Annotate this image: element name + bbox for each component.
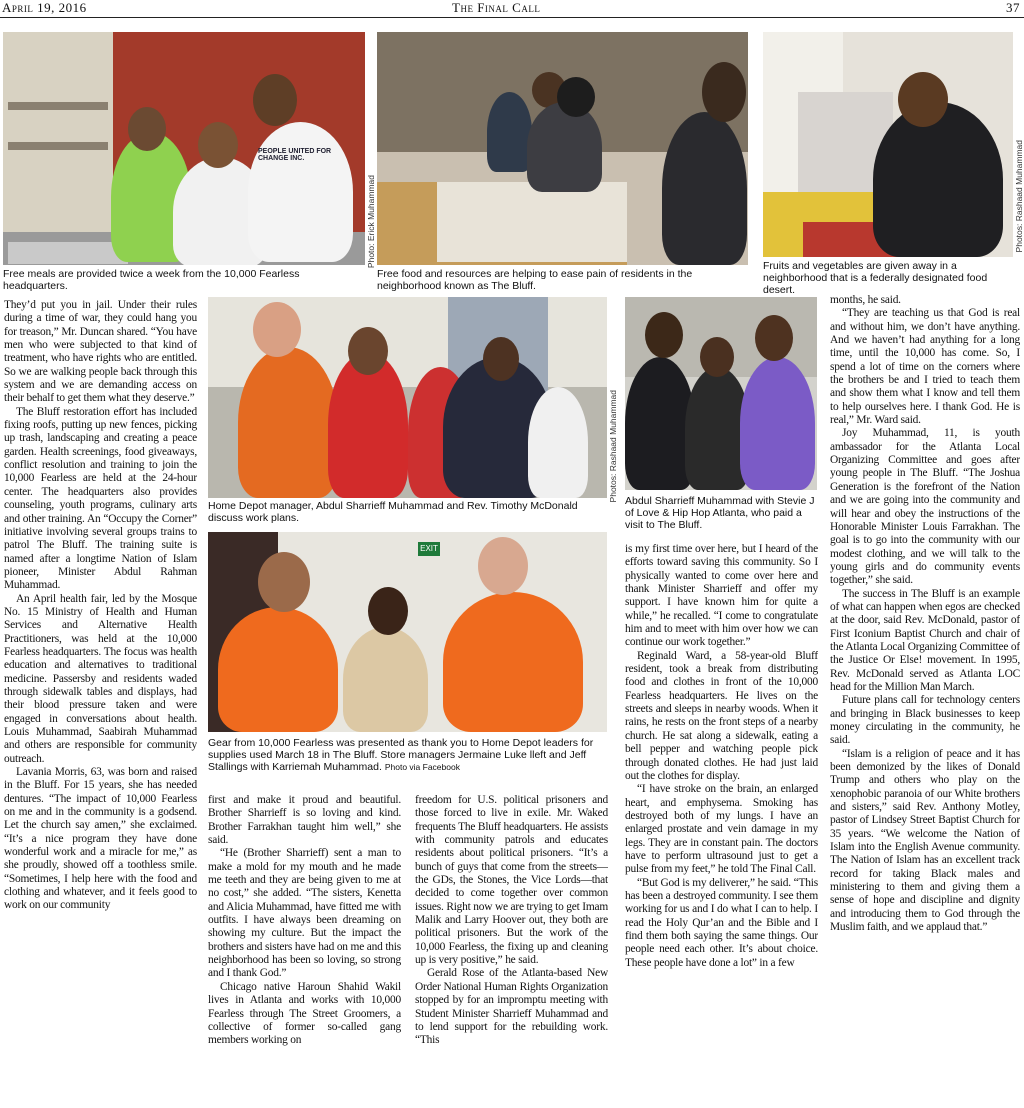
photo-credit: Photo: Erick Muhammad [366,175,376,269]
photo-kitchen-volunteers [3,32,365,265]
photo-caption [208,737,608,773]
header-rule [0,17,1024,18]
article-column-4 [625,543,818,1105]
photo-credit: Photo via Facebook [384,762,460,772]
article-column-2 [208,794,401,1106]
photo-gear-presentation [208,532,607,732]
photo-fruits-vegetables [763,32,1013,257]
photo-caption: Abdul Sharrieff Muhammad with Stevie J of Love & Hip Hop Atlanta, who paid a visit to The Bluff. [625,495,815,531]
paragraph: “He (Brother Sharrieff) sent a man to make a mold for my mouth and he made me teeth and they are being given to me at no cost,” she added. “The sisters, Kenetta and Alicia Muhammad, have fitted me with outfits. I have always been dreaming on showing my culture. But the impact the brothers and sisters have had on me and this neighborhood has been so loving, so strong and I thank God.” [208,847,401,980]
photo-stevie-j-visit [625,297,817,490]
paragraph: is my first time over here, but I heard of the efforts toward saving this community. So I physically wanted to come over here and thank Minister Sharrieff and offer my support. I have known him for quite a while,” he recalled. “I come to congratulate him and to meet with him over how we can continue our work together.” [625,543,818,649]
paragraph: An April health fair, led by the Mosque No. 15 Ministry of Health and Human Services and Alternative Health Practitioners, was held at the 10,000 Fearless headquarters. The focus was health education and alternatives to traditional medicine. Passersby and residents waded through sidewalk tables and displays, had their blood pressure taken and were engaged in conversations about health. Louis Muhammad, Saabirah Muhammad and others are responsible for community outreach. [4,592,197,765]
photo-home-depot-meeting [208,297,607,498]
photo-credit: Photos: Rashaad Muhammad [608,390,618,503]
article-column-5 [830,294,1020,1106]
paragraph: The Bluff restoration effort has included fixing roofs, putting up new fences, picking up trash, landscaping and creating a peace garden. Health screenings, food giveaways, conflict resolution and training to join the 10,000 Fearless are held at the 24-hour center. The headquarters also provides counseling, youth programs, culinary arts and other training. An “Occupy the Corner” initiative involving several groups trains to patrol The Bluff. The training suite is named after a longtime Nation of Islam pioneer, Minister Abdul Rahman Muhammad. [4,405,197,592]
paragraph: freedom for U.S. political prisoners and those forced to live in exile. Mr. Waked frequents The Bluff headquarters. He assists with community patrols and educates residents about political prisoners. “It’s a bunch of guys that come from the streets—the GDs, the Stones, the Vice Lords—that decided to come together over common issues. Right now we are trying to get Imam Malik and Larry Hoover out, they both are political prisoners. But the work of the 10,000 Fearless, the fixing up and cleaning up is very positive,” he said. [415,794,608,967]
exit-sign: EXIT [418,542,440,556]
shirt-text: PEOPLE UNITED FOR CHANGE INC. [258,148,332,162]
paragraph: Chicago native Haroun Shahid Wakil lives in Atlanta and works with 10,000 Fearless through The Street Groomers, a collective of former so-called gang members working on [208,980,401,1047]
issue-date: April 19, 2016 [2,0,87,15]
paragraph: Future plans call for technology centers and bringing in Black businesses to keep money circulating in the community, he said. [830,694,1020,747]
article-column-1 [4,299,197,1105]
paragraph: Lavania Morris, 63, was born and raised in the Bluff. For 15 years, she has needed dentures. “The impact of 10,000 Fearless on me and in the community is a godsend. Let the church say amen,” she exclaimed. “It’s a nice program they have done wonderful work and a miracle for me,” as she proudly, showed off a toothless smile. “Sometimes, I help here with the food and clothing and whatever, and it feels good to work on our community [4,766,197,912]
paragraph: Reginald Ward, a 58-year-old Bluff resident, took a break from distributing food and clothes in front of the 10,000 Fearless headquarters. He lives on the streets and sleeps in nearby woods. When it rains, he rests on the front steps of a nearby church. He sat along a sidewalk, eating a bell pepper and watching people pick through donated clothes. He had just laid out the clothes for display. [625,649,818,782]
photo-caption: Home Depot manager, Abdul Sharrieff Muhammad and Rev. Timothy McDonald discuss work plans. [208,500,578,524]
paragraph: “They are teaching us that God is real and without him, we don’t have anything. And we haven’t had anything for a long time, until the 10,000 has come. So, I spend a lot of time on the corners where the brothers be and I tried to teach them and show them what I know and tell them to help ourselves here. I thank God. He is real,” Mr. Ward said. [830,307,1020,427]
paragraph: “Islam is a religion of peace and it has been demonized by the likes of Donald Trump and others who play on the xenophobic paranoia of our White brothers and sisters,” said Rev. Anthony Motley, pastor of Lindsey Street Baptist Church for 35 years. “We welcome the Nation of Islam into the English Avenue community. The Nation of Islam has an excellent track record for taking Black males and ministering to them and giving them a sense of hope and discipline and dignity and introducing them to God through the Muslim faith, and we applaud that.” [830,747,1020,934]
photo-credit: Photos: Rashaad Muhammad [1014,140,1024,253]
paragraph: Joy Muhammad, 11, is youth ambassador for the Atlanta Local Organizing Committee and goes after young people in The Bluff. “The Joshua Generation is the forefront of the Nation and we are going into the community and will hear and obey the instructions of the Honorable Minister Louis Farrakhan. The goal is to go into the community with our modest clothing, and we will talk to the young girls and do community events together,” she said. [830,427,1020,587]
publication-name: The Final Call [452,0,541,15]
paragraph: The success in The Bluff is an example of what can happen when egos are checked at the door, said Rev. McDonald, pastor of First Iconium Baptist Church and chair of the Atlanta Local Organizing Committee of the Justice Or Else! movement. In 1995, Rev. McDonald served as Atlanta LOC head for the Million Man March. [830,587,1020,693]
paragraph: first and make it proud and beautiful. Brother Sharrieff is so loving and kind. Brother Farrakhan taught him well,” she said. [208,794,401,847]
article-column-3 [415,794,608,1106]
paragraph: “But God is my deliverer,” he said. “This has been a destroyed community. I see them working for us and I do what I can to help. I read the Holy Qur’an and the Bible and I find them both saying the same things. Our people need each other. It’s about choice. These people have done a lot” in a few [625,876,818,969]
page-number: 37 [1006,0,1020,15]
photo-caption: Fruits and vegetables are given away in a neighborhood that is a federally designated food desert. [763,260,988,296]
photo-caption: Free food and resources are helping to ease pain of residents in the neighborhood known as The Bluff. [377,268,693,292]
paragraph: They’d put you in jail. Under their rules during a time of war, they could hang you for treason,” Mr. Duncan shared. “You have men who were subjected to that kind of treatment, who have rights who are entitled. So we are walking people back through this system and we are demanding access on their behalf to get them what they deserve.” [4,299,197,405]
paragraph: Gerald Rose of the Atlanta-based New Order National Human Rights Organization stopped by for an impromptu meeting with Student Minister Sharrieff Muhammad and to lend support for the rebuilding work. “This [415,967,608,1047]
photo-food-distribution [377,32,748,265]
caption-text: Gear from 10,000 Fearless was presented as thank you to Home Depot leaders for supplies used March 18 in The Bluff. Store managers Jermaine Luke lleft and Jeff Stallings with Karriemah Muhammad. [208,737,594,773]
photo-caption: Free meals are provided twice a week from the 10,000 Fearless headquarters. [3,268,300,292]
paragraph: months, he said. [830,294,901,306]
paragraph: “I have stroke on the brain, an enlarged heart, and emphysema. Smoking has destroyed both of my lungs. I have an enlarged prostate and vein damage in my legs. They are in constant pain. The doctors have to perform ultrasound just to get a pulse from my feet,” he told The Final Call. [625,783,818,876]
